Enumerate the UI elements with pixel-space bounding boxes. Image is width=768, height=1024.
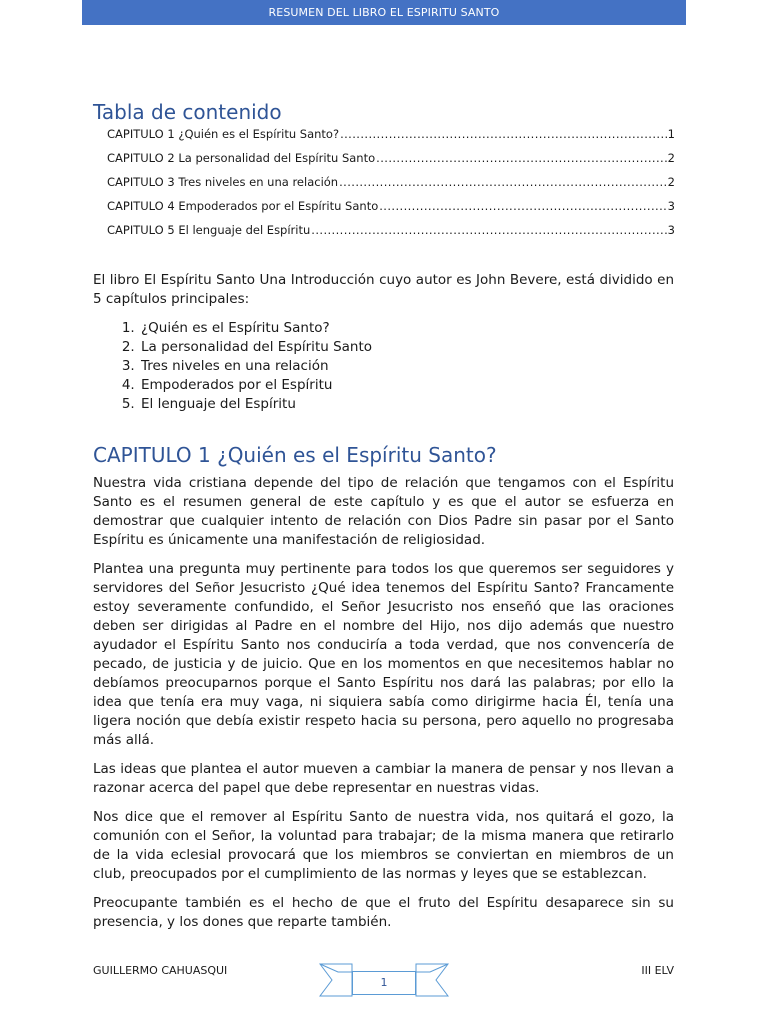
toc-entry-chapter-5[interactable] (107, 222, 675, 246)
list-item: 2. La personalidad del Espíritu Santo (139, 338, 674, 357)
toc-leader-dots (311, 222, 666, 239)
chapter-1-paragraph: Nuestra vida cristiana depende del tipo de relación que tengamos con el Espíritu Santo es el resumen general de este capítulo y es que el autor se esfuerza en demostrar que cualquier intento de relación con Dios Padre sin pasar por el Santo Espíritu es únicamente una manifestación de religiosidad. (93, 475, 674, 548)
list-item: 5. El lenguaje del Espíritu (139, 395, 674, 414)
toc-entry-page: 2 (667, 175, 675, 189)
chapter-1-paragraph: Preocupante también es el hecho de que el fruto del Espíritu desaparece sin su presencia, y los dones que reparte también. (93, 895, 674, 930)
page-number: 1 (352, 971, 416, 995)
toc-entry-label: CAPITULO 2 La personalidad del Espíritu Santo (107, 151, 376, 165)
toc-entry-chapter-3[interactable] (107, 174, 675, 198)
toc-entry-page: 2 (667, 151, 675, 165)
toc-entry-chapter-2[interactable] (107, 150, 675, 174)
toc-leader-dots (339, 174, 667, 191)
list-item: 4. Empoderados por el Espíritu (139, 376, 674, 395)
toc-entry-page: 1 (667, 127, 675, 141)
intro-paragraph: El libro El Espíritu Santo Una Introducción cuyo autor es John Bevere, está dividido en 5 capítulos principales: (93, 272, 674, 307)
toc-title: Tabla de contenido (93, 100, 282, 124)
toc-entry-label: CAPITULO 3 Tres niveles en una relación (107, 175, 339, 189)
footer-author: GUILLERMO CAHUASQUI (93, 964, 228, 977)
toc-entry-chapter-4[interactable] (107, 198, 675, 222)
toc-entry-label: CAPITULO 5 El lenguaje del Espíritu (107, 223, 311, 237)
chapter-1-paragraph: Las ideas que plantea el autor mueven a cambiar la manera de pensar y nos llevan a razonar acerca del papel que debe representar en nuestras vidas. (93, 761, 674, 796)
toc-leader-dots (376, 150, 667, 167)
toc-entry-page: 3 (667, 199, 675, 213)
toc-entry-chapter-1[interactable] (107, 126, 675, 150)
table-of-contents (107, 126, 675, 246)
chapter-list (93, 319, 674, 414)
list-item: 3. Tres niveles en una relación (139, 357, 674, 376)
toc-leader-dots (340, 126, 667, 143)
page-header-bar (82, 0, 686, 25)
toc-leader-dots (379, 198, 666, 215)
toc-entry-label: CAPITULO 4 Empoderados por el Espíritu Santo (107, 199, 379, 213)
footer-course: III ELV (641, 964, 674, 977)
chapter-1-paragraph: Plantea una pregunta muy pertinente para todos los que queremos ser seguidores y servidores del Señor Jesucristo ¿Qué idea tenemos del Espíritu Santo? Francamente estoy severamente confundido, el Señor Jesucristo nos enseñó que las oraciones deben ser dirigidas al Padre en el nombre del Hijo, nos dijo además que nuestro ayudador el Espíritu Santo nos conduciría a toda verdad, que nos convencería de pecado, de justicia y de juicio. Que en los momentos en que necesitemos hablar no debíamos preocuparnos porque el Santo Espíritu nos dará las palabras; por ello la idea que tenía era muy vaga, ni siquiera sabía como dirigirme hacia Él, tenía una ligera noción que debía existir respeto hacia su persona, pero aquello no progresaba más allá. (93, 561, 674, 748)
toc-entry-label: CAPITULO 1 ¿Quién es el Espíritu Santo? (107, 127, 340, 141)
header-title: RESUMEN DEL LIBRO EL ESPIRITU SANTO (268, 6, 500, 19)
list-item: 1. ¿Quién es el Espíritu Santo? (139, 319, 674, 338)
toc-entry-page: 3 (667, 223, 675, 237)
document-body (93, 271, 674, 942)
chapter-1-paragraph: Nos dice que el remover al Espíritu Santo de nuestra vida, nos quitará el gozo, la comunión con el Señor, la voluntad para trabajar; de la misma manera que retirarlo de la vida eclesial provocará que los miembros se conviertan en miembros de un club, preocupados por el cumplimiento de las normas y leyes que se establezcan. (93, 809, 674, 882)
chapter-1-heading: CAPITULO 1 ¿Quién es el Espíritu Santo? (93, 443, 497, 467)
